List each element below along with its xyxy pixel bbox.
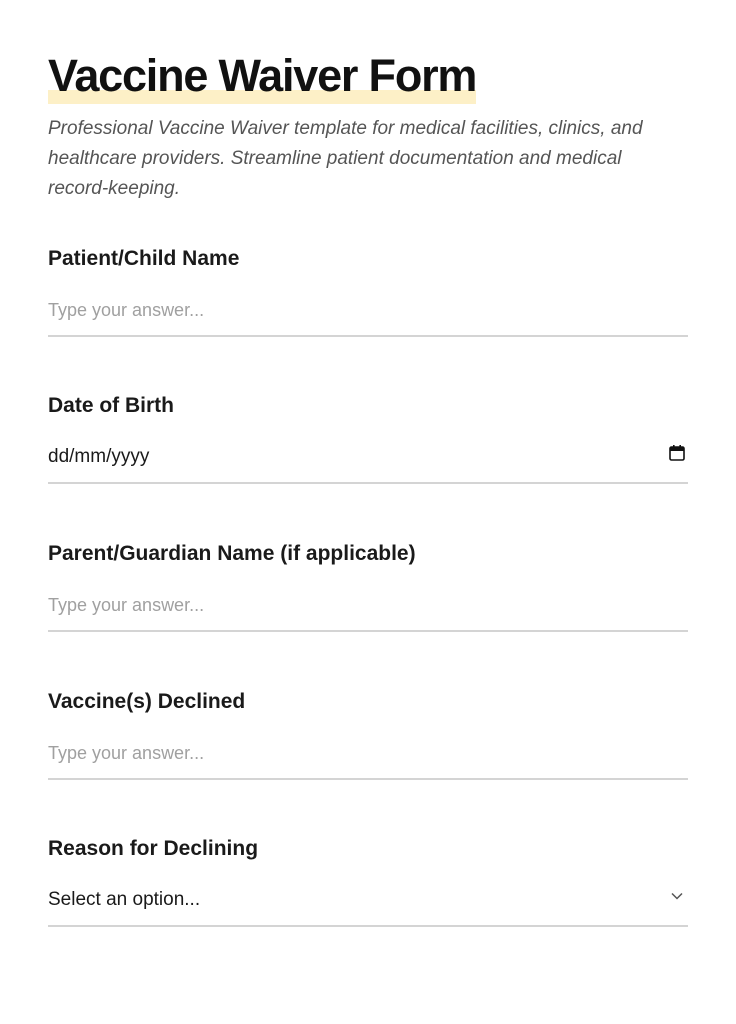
form-description: Professional Vaccine Waiver template for medical facilities, clinics, and healthcare providers. Streamline patient documentation and medical record-keeping. — [48, 118, 643, 199]
patient-name-input[interactable] — [48, 295, 688, 337]
form-title: Vaccine Waiver Form — [48, 50, 477, 101]
input-placeholder: Type your answer... — [48, 594, 205, 615]
input-placeholder: Type your answer... — [48, 742, 205, 763]
field-vaccines-declined — [48, 689, 688, 780]
field-label: Vaccine(s) Declined — [48, 690, 246, 713]
calendar-icon[interactable] — [668, 444, 686, 462]
select-value: Select an option... — [48, 889, 201, 910]
field-date-of-birth — [48, 393, 688, 484]
field-reason-declining — [48, 836, 688, 927]
date-of-birth-input[interactable] — [48, 442, 688, 484]
field-label: Patient/Child Name — [48, 247, 240, 270]
vaccines-declined-input[interactable] — [48, 738, 688, 780]
chevron-down-icon[interactable] — [668, 887, 686, 905]
field-label: Parent/Guardian Name (if applicable) — [48, 542, 416, 565]
field-patient-name — [48, 246, 688, 337]
field-guardian-name — [48, 541, 688, 632]
input-placeholder: Type your answer... — [48, 299, 205, 320]
field-label: Date of Birth — [48, 394, 174, 417]
reason-select[interactable] — [48, 885, 688, 927]
form-title-wrap — [48, 50, 476, 102]
date-format-text: dd/mm/yyyy — [48, 446, 150, 467]
form-page — [48, 0, 688, 927]
guardian-name-input[interactable] — [48, 590, 688, 632]
field-label: Reason for Declining — [48, 837, 259, 860]
